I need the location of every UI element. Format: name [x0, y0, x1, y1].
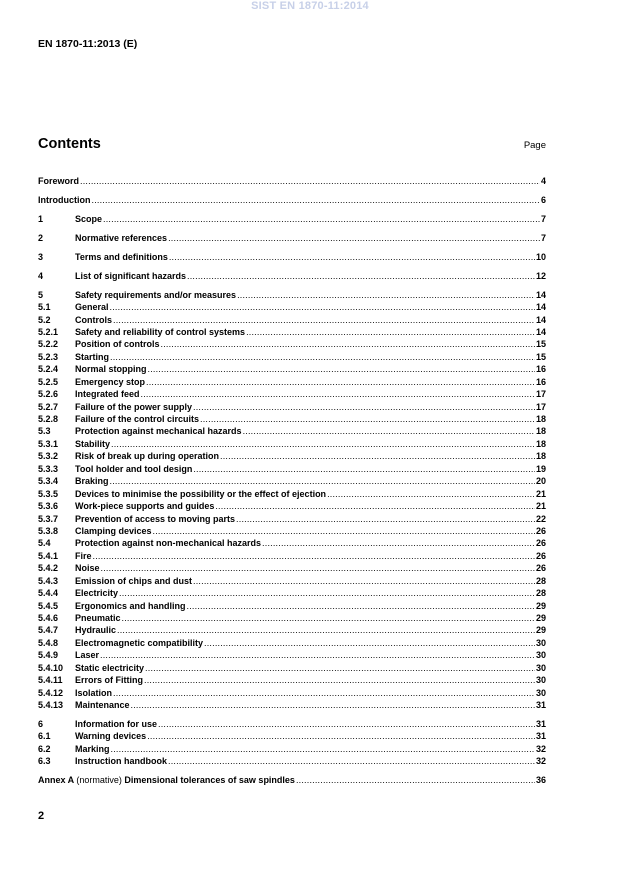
toc-page-number: 10	[535, 251, 546, 262]
toc-page-number: 16	[535, 364, 546, 375]
toc-section-number: 5.2.1	[38, 326, 59, 337]
toc-page-number: 22	[535, 513, 546, 524]
dot-leader	[100, 649, 535, 661]
toc-section-number: 5.4.10	[38, 662, 64, 673]
toc-section-number: 5.3.5	[38, 488, 59, 499]
dot-leader	[101, 562, 535, 574]
toc-section-title: Failure of the control circuits	[75, 414, 200, 424]
dot-leader	[262, 537, 535, 549]
dot-leader	[204, 637, 535, 649]
toc-section-title: Introduction	[38, 194, 91, 205]
dot-leader	[111, 438, 535, 450]
toc-section-number: 5.4.5	[38, 600, 59, 611]
toc-page-number: 32	[535, 743, 546, 754]
toc-entry[interactable]	[38, 401, 546, 413]
annex-label: Annex A	[38, 775, 74, 786]
dot-leader	[193, 463, 535, 475]
toc-entry[interactable]	[38, 525, 546, 537]
toc-entry[interactable]	[38, 500, 546, 512]
toc-entry[interactable]	[38, 363, 546, 375]
dot-leader	[147, 730, 535, 742]
toc-entry[interactable]	[38, 450, 546, 462]
toc-page-number: 30	[535, 650, 546, 661]
toc-entry[interactable]	[38, 743, 546, 755]
toc-section-title: Electromagnetic compatibility	[75, 637, 204, 648]
toc-section-number: 5.4.8	[38, 637, 59, 648]
dot-leader	[110, 301, 535, 313]
toc-entry[interactable]	[38, 537, 546, 549]
toc-section-number: 6.1	[38, 731, 51, 742]
toc-section-title: Hydraulic	[75, 625, 117, 636]
dot-leader	[141, 388, 535, 400]
toc-section-number: 5.4.2	[38, 563, 59, 574]
toc-page-number: 14	[535, 314, 546, 325]
toc-section-title: Maintenance	[75, 700, 130, 711]
toc-entry[interactable]	[38, 175, 546, 187]
toc-section-number: 5.2.5	[38, 376, 59, 387]
toc-page-number: 14	[535, 326, 546, 337]
dot-leader	[246, 326, 535, 338]
toc-page-number: 14	[535, 302, 546, 313]
toc-entry[interactable]	[38, 194, 546, 206]
toc-section-number: 5.3.7	[38, 513, 59, 524]
toc-section-title: Tool holder and tool design	[75, 463, 193, 474]
toc-page-number: 18	[535, 451, 546, 462]
toc-entry[interactable]	[38, 755, 546, 767]
toc-section-number: 6.3	[38, 756, 51, 767]
toc-section-title: Prevention of access to moving parts	[75, 513, 236, 524]
toc-page-number: 18	[535, 438, 546, 449]
toc-section-title: Safety requirements and/or measures	[75, 289, 237, 300]
toc-page-number: 31	[535, 700, 546, 711]
toc-section-title: Static electricity	[75, 662, 145, 673]
toc-section-number: 5.2	[38, 314, 51, 325]
annex-heading	[38, 774, 295, 786]
toc-section-title: Errors of Fitting	[75, 675, 143, 686]
toc-section-title: Foreword	[38, 176, 80, 186]
toc-entry[interactable]	[38, 213, 546, 225]
toc-entry[interactable]	[38, 718, 546, 730]
toc-entry[interactable]	[38, 730, 546, 742]
toc-entry[interactable]	[38, 413, 546, 425]
toc-section-number: 5.4.4	[38, 588, 59, 599]
contents-heading: Contents	[38, 136, 101, 152]
toc-section-number: 5.4.9	[38, 650, 59, 661]
dot-leader	[153, 525, 535, 537]
dot-leader	[327, 488, 535, 500]
toc-section-number: 5.4.11	[38, 675, 63, 686]
toc-page-number: 26	[535, 550, 546, 561]
toc-page-number: 16	[535, 376, 546, 387]
footer-page-number: 2	[38, 810, 45, 822]
toc-entry[interactable]	[38, 550, 546, 562]
dot-leader	[145, 662, 535, 674]
dot-leader	[237, 289, 535, 301]
dot-leader	[119, 587, 535, 599]
toc-section-number: 5.3.4	[38, 476, 59, 487]
annex-title: Dimensional tolerances of saw spindles	[124, 775, 295, 786]
dot-leader	[168, 755, 535, 767]
toc-section-number: 5.2.3	[38, 351, 59, 362]
toc-section-title: Work-piece supports and guides	[75, 501, 215, 512]
toc-entry[interactable]	[38, 351, 546, 363]
toc-section-number: 5.3.3	[38, 463, 59, 474]
toc-section-title: Marking	[75, 743, 110, 754]
annex-type: (normative)	[76, 775, 122, 786]
toc-section-title: Scope	[75, 213, 103, 224]
dot-leader	[161, 338, 535, 350]
toc-section-number: 5.4.13	[38, 700, 64, 711]
toc-section-number: 2	[38, 232, 44, 243]
document-id: EN 1870-11:2013 (E)	[38, 38, 138, 50]
dot-leader	[168, 232, 540, 244]
toc-page-number: 31	[535, 731, 546, 742]
toc-entry[interactable]	[38, 475, 546, 487]
toc-entry-annex-a[interactable]	[38, 774, 546, 786]
toc-section-number: 5.4.1	[38, 550, 59, 561]
dot-leader	[110, 351, 535, 363]
dot-leader	[193, 575, 535, 587]
page-column-label: Page	[523, 140, 546, 151]
toc-page-number: 19	[535, 463, 546, 474]
toc-section-number: 4	[38, 270, 44, 281]
toc-page-number: 17	[535, 389, 546, 400]
dot-leader	[148, 363, 535, 375]
toc-section-title: Protection against non-mechanical hazards	[75, 538, 262, 549]
toc-section-number: 5.2.6	[38, 389, 59, 400]
toc-section-title: General	[75, 302, 109, 313]
toc-section-title: Information for use	[75, 719, 158, 729]
toc-section-number: 5.4	[38, 538, 51, 549]
toc-page-number: 26	[535, 538, 546, 549]
toc-section-number: 5.3.8	[38, 525, 59, 536]
dot-leader	[146, 376, 535, 388]
dot-leader	[169, 251, 535, 263]
toc-entry[interactable]	[38, 251, 546, 263]
toc-section-title: Ergonomics and handling	[75, 600, 186, 611]
toc-page-number: 26	[535, 525, 546, 536]
dot-leader	[110, 475, 535, 487]
toc-section-title: Warning devices	[75, 731, 147, 742]
toc-section-title: Normative references	[75, 232, 168, 243]
dot-leader	[243, 425, 535, 437]
toc-entry[interactable]	[38, 314, 546, 326]
toc-page-number: 21	[535, 488, 546, 499]
dot-leader	[122, 612, 535, 624]
toc-section-title: Controls	[75, 314, 112, 325]
dot-leader	[187, 600, 535, 612]
dot-leader	[92, 194, 540, 206]
dot-leader	[296, 774, 535, 786]
toc-page-number: 4	[540, 176, 546, 186]
toc-section-number: 5.4.6	[38, 613, 59, 623]
toc-section-title: Starting	[75, 351, 110, 362]
toc-section-number: 5	[38, 289, 44, 300]
toc-entry[interactable]	[38, 326, 546, 338]
toc-page-number: 18	[535, 414, 546, 424]
toc-page-number: 26	[535, 563, 546, 574]
toc-page-number: 28	[535, 588, 546, 599]
toc-section-title: Laser	[75, 650, 100, 661]
dot-leader	[117, 624, 535, 636]
toc-entry[interactable]	[38, 376, 546, 388]
toc-entry[interactable]	[38, 513, 546, 525]
toc-page-number: 29	[535, 625, 546, 636]
toc-section-number: 5.2.8	[38, 414, 59, 424]
dot-leader	[187, 270, 535, 282]
toc-entry[interactable]	[38, 425, 546, 437]
toc-entry[interactable]	[38, 637, 546, 649]
toc-section-title: Isolation	[75, 687, 113, 698]
toc-page-number: 12	[535, 270, 546, 281]
toc-entry[interactable]	[38, 562, 546, 574]
toc-section-title: Integrated feed	[75, 389, 140, 400]
toc-section-title: Clamping devices	[75, 525, 152, 536]
toc-section-number: 5.3.1	[38, 438, 59, 449]
toc-page-number: 30	[535, 675, 546, 686]
toc-section-number: 3	[38, 251, 44, 262]
watermark: SIST EN 1870-11:2014	[251, 0, 369, 12]
dot-leader	[93, 550, 535, 562]
dot-leader	[111, 743, 535, 755]
toc-entry[interactable]	[38, 388, 546, 400]
dot-leader	[113, 314, 535, 326]
toc-section-title: Position of controls	[75, 339, 160, 350]
toc-entry[interactable]	[38, 600, 546, 612]
toc-page-number: 15	[535, 351, 546, 362]
toc-section-title: Instruction handbook	[75, 756, 167, 767]
toc-entry[interactable]	[38, 301, 546, 313]
toc-page-number: 7	[540, 232, 546, 243]
dot-leader	[236, 513, 535, 525]
toc-page-number: 28	[535, 575, 546, 586]
dot-leader	[215, 500, 535, 512]
toc-entry[interactable]	[38, 612, 546, 624]
toc-entry[interactable]	[38, 624, 546, 636]
toc-page-number: 7	[540, 213, 546, 224]
toc-section-title: Emergency stop	[75, 376, 146, 387]
toc-entry[interactable]	[38, 587, 546, 599]
dot-leader	[131, 699, 535, 711]
toc-entry[interactable]	[38, 674, 546, 686]
toc-section-number: 5.2.7	[38, 401, 59, 412]
dot-leader	[103, 213, 540, 225]
toc-page-number: 30	[535, 687, 546, 698]
toc-section-title: Risk of break up during operation	[75, 451, 220, 462]
toc-entry[interactable]	[38, 463, 546, 475]
toc-page-number: 30	[535, 662, 546, 673]
toc-section-number: 5.2.2	[38, 339, 59, 350]
toc-section-title: Devices to minimise the possibility or the effect of ejection	[75, 488, 327, 499]
toc-page-number: 36	[535, 775, 546, 786]
toc-entry[interactable]	[38, 232, 546, 244]
toc-section-title: Stability	[75, 438, 111, 449]
toc-page-number: 30	[535, 637, 546, 648]
dot-leader	[80, 175, 540, 187]
dot-leader	[200, 413, 535, 425]
toc-entry[interactable]	[38, 270, 546, 282]
dot-leader	[144, 674, 535, 686]
toc-section-number: 5.4.7	[38, 625, 59, 636]
toc-section-title: Terms and definitions	[75, 251, 168, 262]
dot-leader	[113, 687, 535, 699]
toc-entry[interactable]	[38, 662, 546, 674]
toc-section-number: 5.4.12	[38, 687, 64, 698]
toc-entry[interactable]	[38, 699, 546, 711]
toc-section-title: List of significant hazards	[75, 270, 187, 281]
toc-page-number: 15	[535, 339, 546, 350]
toc-section-title: Braking	[75, 476, 109, 487]
toc-page-number: 29	[535, 613, 546, 623]
toc-section-title: Pneumatic	[75, 613, 121, 623]
toc-entry[interactable]	[38, 289, 546, 301]
toc-page-number: 20	[535, 476, 546, 487]
toc-entry[interactable]	[38, 687, 546, 699]
toc-section-number: 5.4.3	[38, 575, 59, 586]
toc-section-number: 6.2	[38, 743, 51, 754]
toc-page-number: 31	[535, 719, 546, 729]
toc-section-title: Safety and reliability of control systems	[75, 326, 246, 337]
toc-page-number: 6	[540, 194, 546, 205]
toc-entry[interactable]	[38, 338, 546, 350]
toc-entry[interactable]	[38, 488, 546, 500]
toc-section-number: 5.3.6	[38, 501, 59, 512]
toc-entry[interactable]	[38, 649, 546, 661]
toc-entry[interactable]	[38, 575, 546, 587]
toc-page-number: 29	[535, 600, 546, 611]
toc-entry[interactable]	[38, 438, 546, 450]
toc-page-number: 17	[535, 401, 546, 412]
toc-section-title: Noise	[75, 563, 100, 574]
toc-section-number: 6	[38, 719, 44, 729]
dot-leader	[220, 450, 535, 462]
toc-section-number: 1	[38, 213, 44, 224]
toc-section-number: 5.3.2	[38, 451, 59, 462]
toc-page-number: 32	[535, 756, 546, 767]
toc-page-number: 18	[535, 426, 546, 437]
toc-section-title: Electricity	[75, 588, 119, 599]
toc-section-title: Normal stopping	[75, 364, 147, 375]
dot-leader	[158, 718, 535, 730]
toc-section-title: Emission of chips and dust	[75, 575, 193, 586]
toc-section-number: 5.1	[38, 302, 51, 313]
toc-section-number: 5.3	[38, 426, 51, 437]
toc-section-title: Protection against mechanical hazards	[75, 426, 242, 437]
toc-section-number: 5.2.4	[38, 364, 59, 375]
toc-page-number: 14	[535, 289, 546, 300]
dot-leader	[193, 401, 535, 413]
toc-page-number: 21	[535, 501, 546, 512]
toc-section-title: Failure of the power supply	[75, 401, 193, 412]
toc-section-title: Fire	[75, 550, 92, 561]
table-of-contents	[38, 175, 546, 787]
